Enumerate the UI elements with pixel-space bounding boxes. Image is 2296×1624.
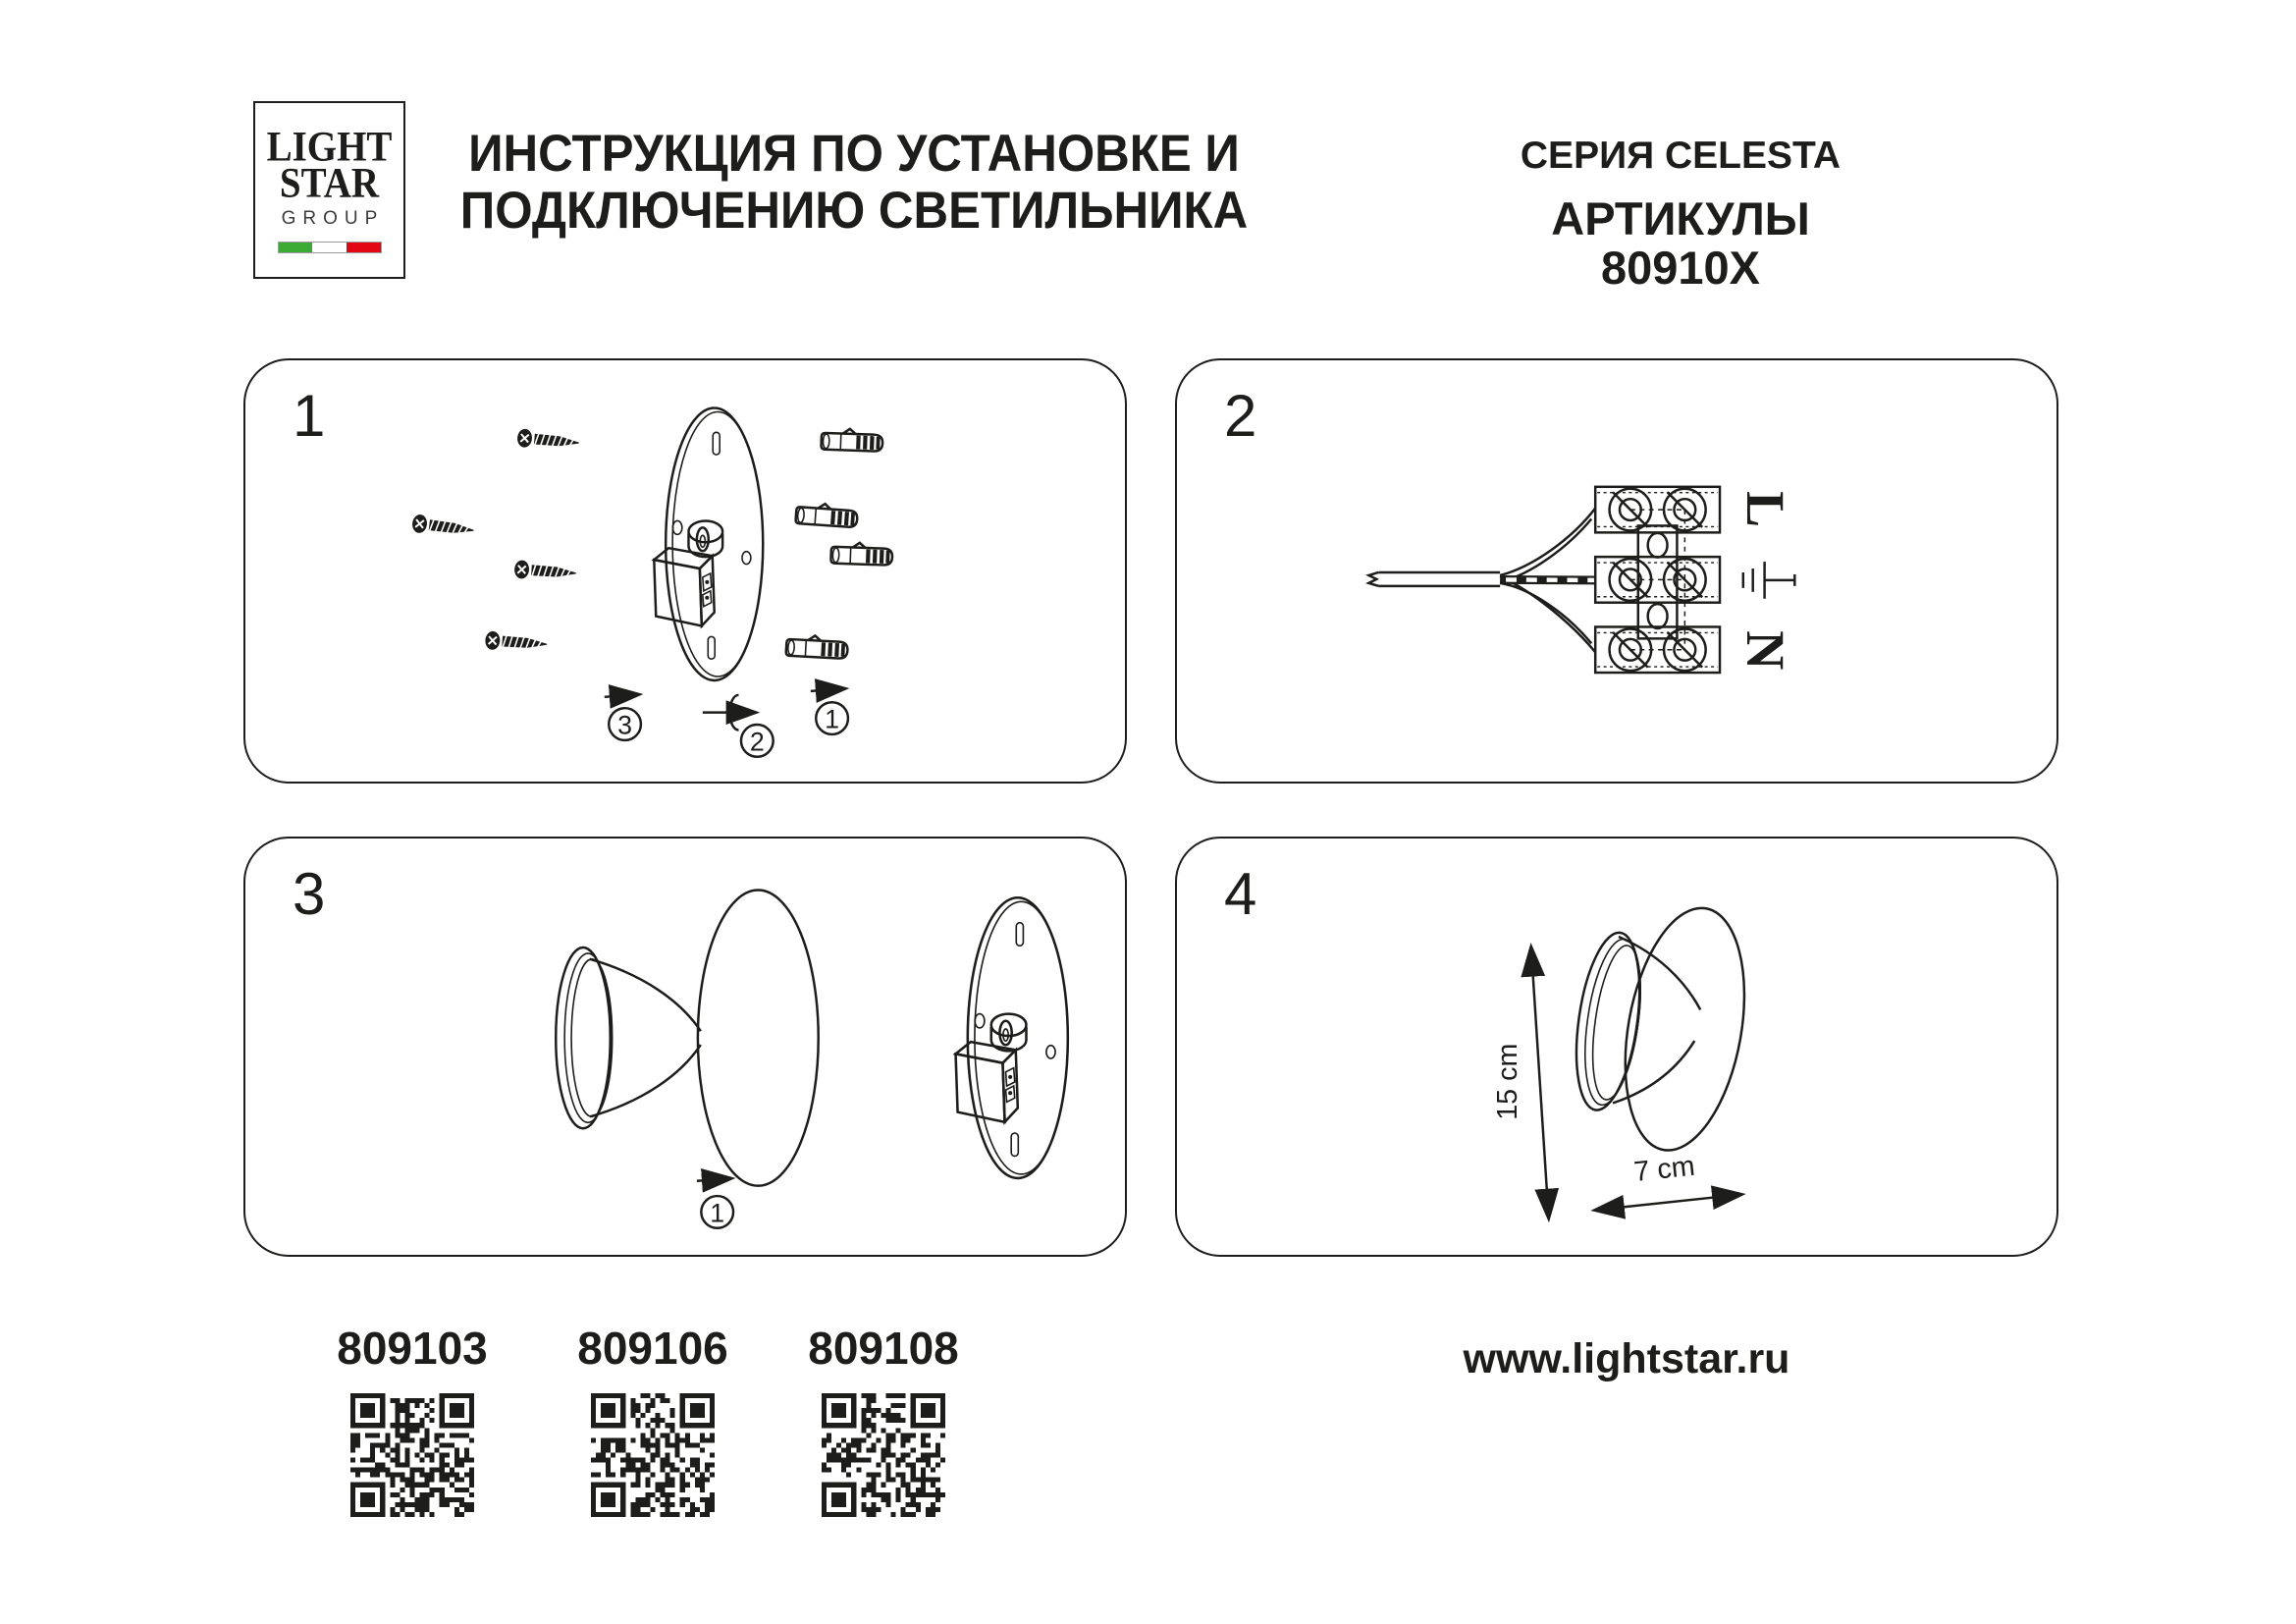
terminal-block	[1595, 487, 1720, 673]
qr-code	[591, 1393, 715, 1517]
ground-symbol	[1743, 562, 1795, 599]
screw-icon	[513, 560, 576, 582]
terminal-row-ground	[1595, 557, 1720, 603]
panel-step-1-mounting	[243, 358, 1127, 784]
panel-number-4: 4	[1224, 861, 1257, 927]
wire-line	[1500, 509, 1595, 575]
italian-flag-icon	[278, 242, 382, 253]
terminal-strip	[1638, 525, 1678, 638]
terminal-row-neutral	[1595, 626, 1720, 673]
direction-arrow	[811, 688, 845, 690]
qr-code	[350, 1393, 474, 1517]
page-title-line2: ПОДКЛЮЧЕНИЮ СВЕТИЛЬНИКА	[459, 182, 1249, 240]
article-number: 809106	[577, 1323, 728, 1374]
article-number: 809103	[337, 1323, 488, 1374]
screw-icon	[411, 514, 475, 539]
logo-word-group: GROUP	[281, 208, 385, 229]
screw-icon	[485, 630, 548, 653]
article-qr-809103	[329, 1324, 496, 1517]
lamp-drawing	[556, 891, 818, 1186]
direction-arrow	[697, 1178, 731, 1180]
direction-arrow	[605, 694, 639, 696]
article-number: 809108	[808, 1323, 959, 1374]
line-label: L	[1735, 491, 1795, 528]
step-number: 3	[617, 710, 633, 740]
figure-wiring-diagram	[1177, 360, 2056, 782]
page-title	[444, 126, 1265, 240]
panel-number-1: 1	[293, 383, 326, 449]
series-name: СЕРИЯ CELESTA	[1520, 135, 1842, 177]
panel-step-2-wiring	[1175, 358, 2058, 784]
neutral-label: N	[1735, 630, 1795, 671]
cable-break	[1368, 572, 1378, 586]
figure-lamp-dimensions	[1177, 839, 2056, 1255]
wall-plug-icon	[830, 542, 892, 566]
wall-plug-icon	[795, 502, 858, 527]
step-number: 2	[749, 727, 765, 757]
supply-cable	[1378, 572, 1500, 586]
article-qr-809108	[800, 1324, 967, 1517]
article-qr-809106	[569, 1324, 736, 1517]
strip-hole	[1648, 604, 1668, 628]
wall-plug-icon	[786, 634, 848, 659]
figure-mounting-plate-hardware	[245, 360, 1125, 782]
qr-code	[822, 1393, 945, 1517]
panel-step-4-dimensions	[1175, 837, 2058, 1257]
height-dimension-label: 15 cm	[1492, 1043, 1524, 1120]
step-number: 1	[825, 704, 840, 734]
depth-dimension-label: 7 cm	[1631, 1150, 1697, 1188]
lamp-drawing	[1567, 898, 1762, 1160]
panel-step-3-attach-lamp	[243, 837, 1127, 1257]
website-url: www.lightstar.ru	[1463, 1335, 1790, 1382]
logo-word-star: STAR	[279, 159, 380, 207]
height-dimension-arrow	[1531, 947, 1549, 1218]
step-number: 1	[710, 1198, 725, 1228]
wall-plug-icon	[821, 428, 882, 452]
depth-dimension-arrow	[1595, 1195, 1741, 1211]
mounting-plate	[956, 897, 1068, 1178]
panel-number-2: 2	[1224, 383, 1257, 449]
mounting-plate	[654, 408, 763, 680]
strip-hole	[1648, 533, 1668, 558]
series-header	[1484, 135, 1877, 293]
articles-code: АРТИКУЛЫ 80910X	[1551, 192, 1810, 294]
lightstar-logo	[253, 101, 405, 279]
panel-number-3: 3	[293, 861, 326, 927]
logo-word-light: LIGHT	[266, 123, 393, 171]
figure-lamp-attachment	[245, 839, 1125, 1255]
screw-icon	[516, 428, 579, 452]
page-title-line1: ИНСТРУКЦИЯ ПО УСТАНОВКЕ И	[468, 125, 1240, 183]
